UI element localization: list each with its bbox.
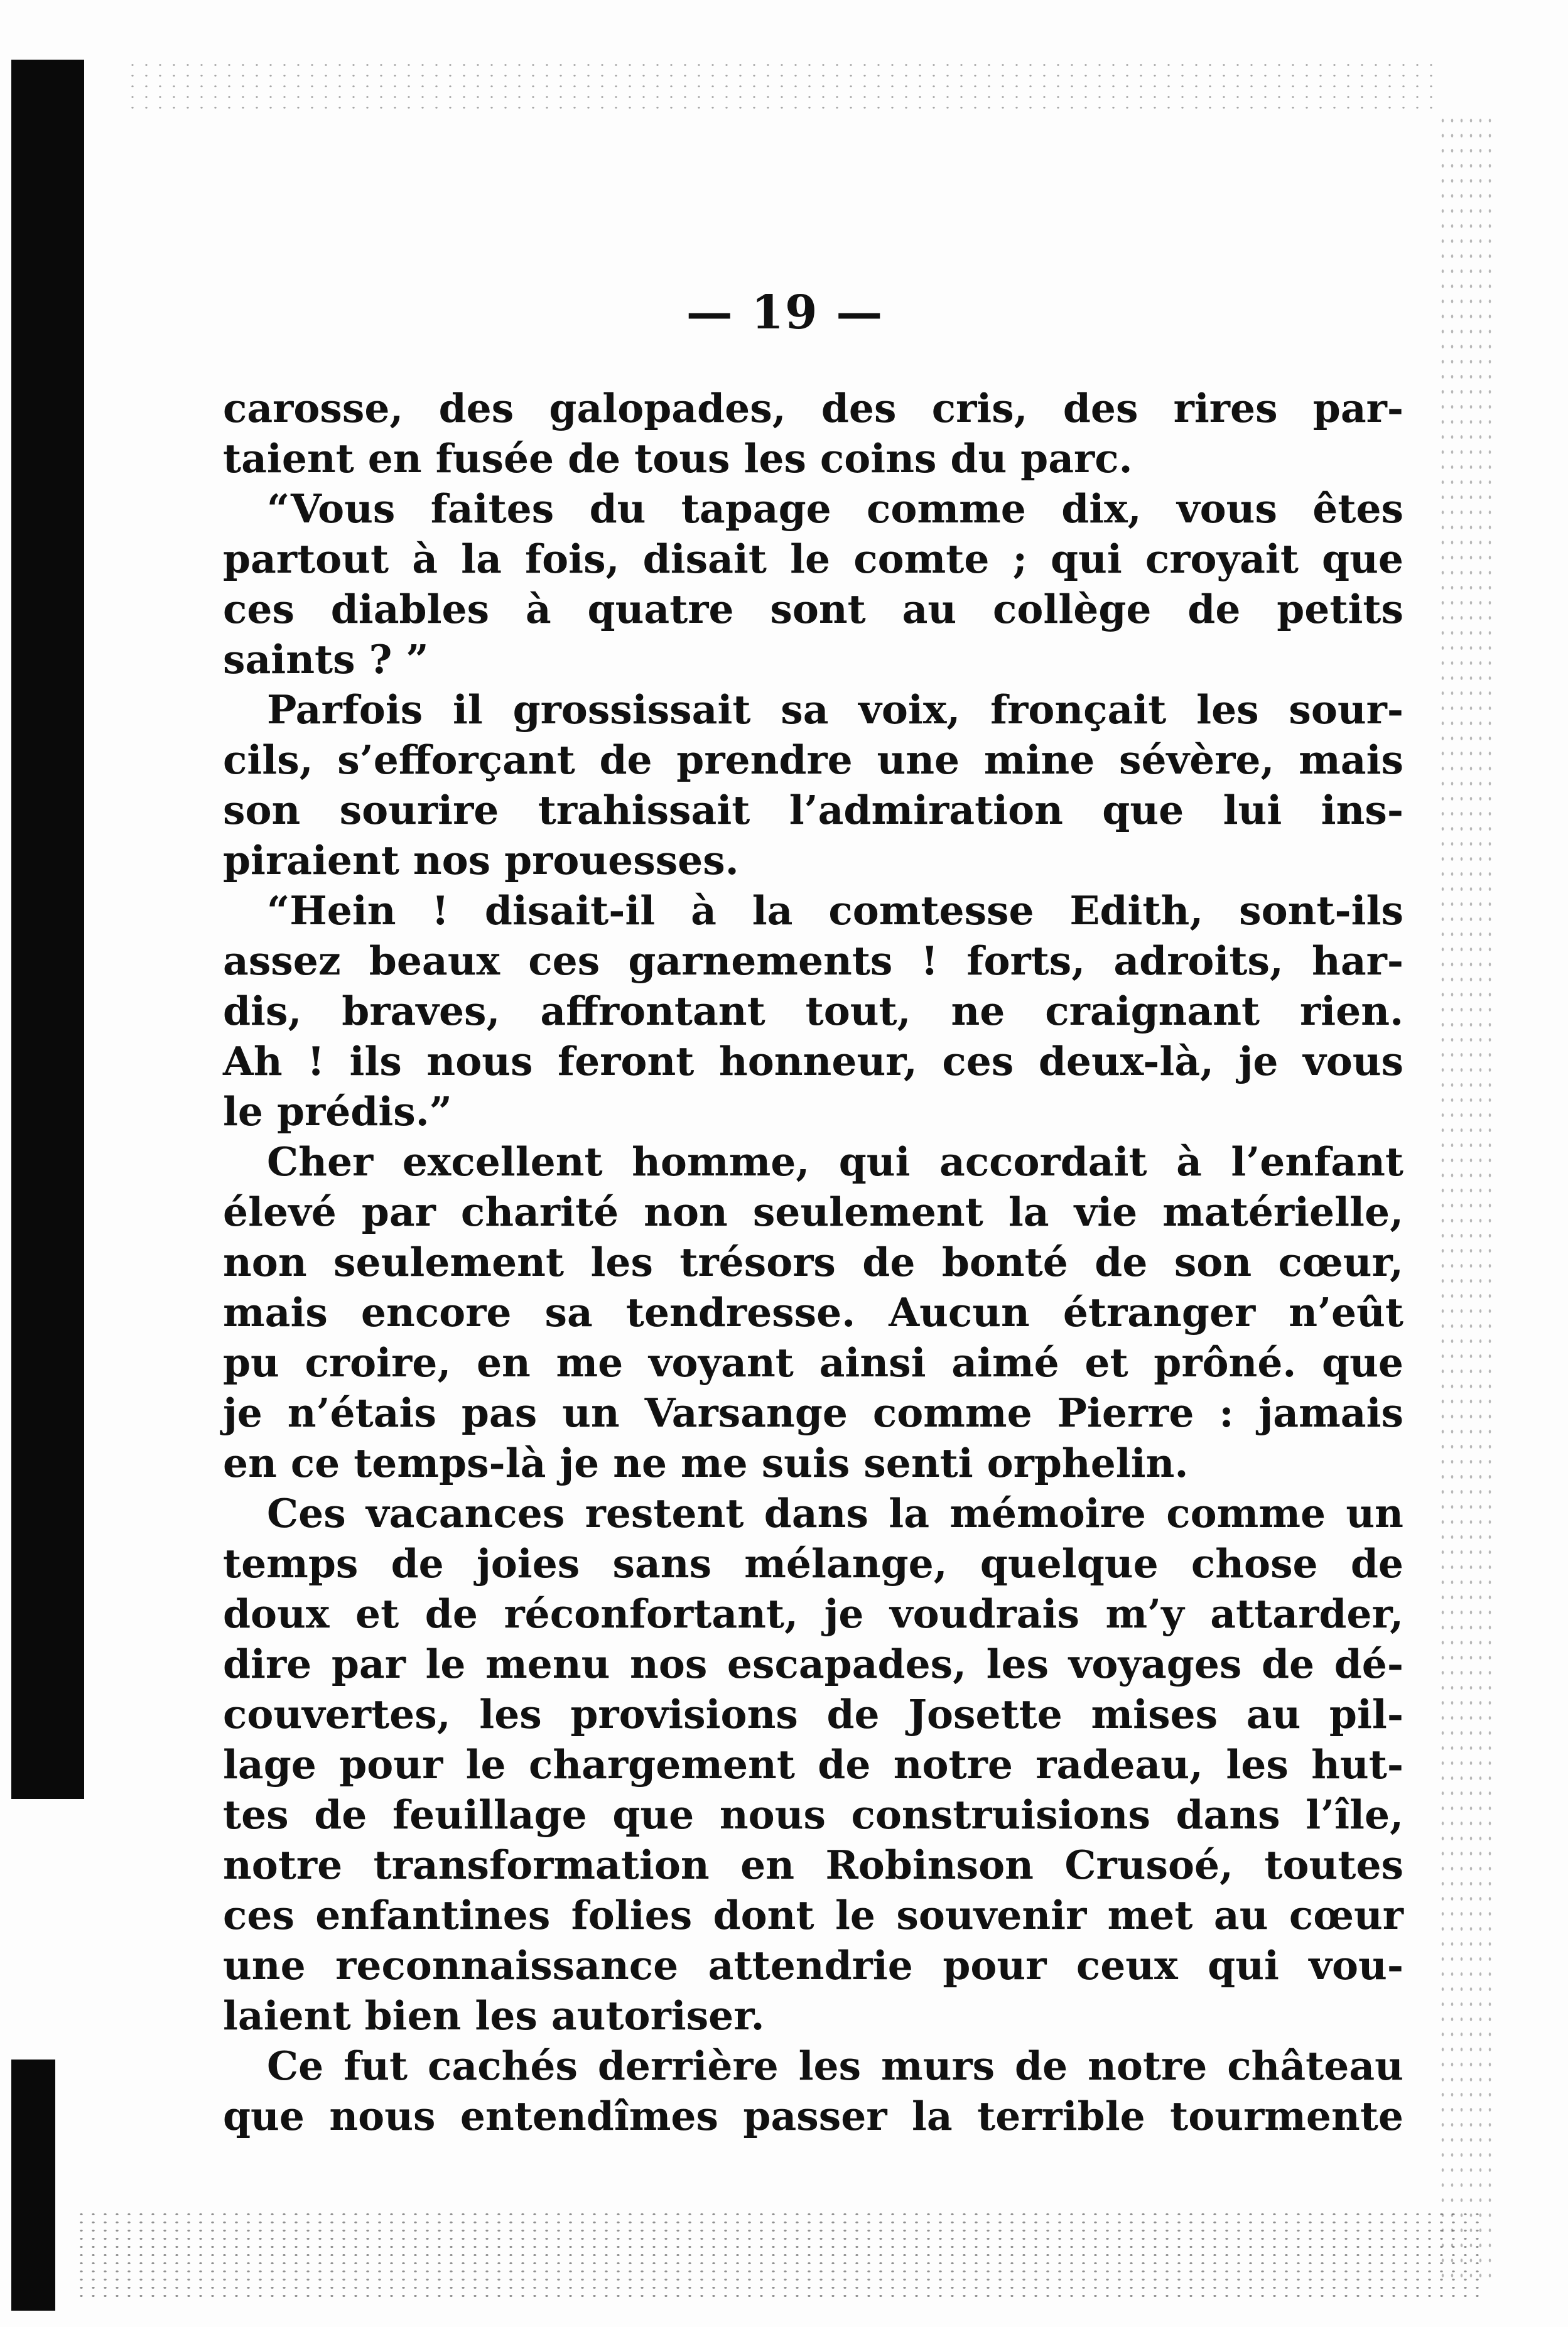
text-line: cils, s’efforçant de prendre une mine sévère, mais bbox=[223, 737, 1403, 783]
text-line: tes de feuillage que nous construisions dans l’île, bbox=[223, 1791, 1403, 1838]
text-line: carosse, des galopades, des cris, des rires par- bbox=[223, 385, 1403, 431]
text-line: ces enfantines folies dont le souvenir met au cœur bbox=[223, 1892, 1403, 1938]
text-line: élevé par charité non seulement la vie matérielle, bbox=[223, 1189, 1403, 1235]
text-line: saints ? ” bbox=[223, 636, 429, 683]
text-line: mais encore sa tendresse. Aucun étranger n’eût bbox=[223, 1289, 1403, 1336]
binding-shadow-top bbox=[11, 60, 84, 1799]
body-text bbox=[223, 383, 1403, 2141]
binding-shadow-bottom bbox=[11, 2060, 55, 2311]
text-line: “Hein ! disait-il à la comtesse Edith, sont-ils bbox=[267, 887, 1403, 934]
text-line: que nous entendîmes passer la terrible tourmente bbox=[223, 2093, 1403, 2139]
text-line: “Vous faites du tapage comme dix, vous êtes bbox=[267, 485, 1403, 532]
text-line: taient en fusée de tous les coins du parc. bbox=[223, 435, 1133, 482]
text-line: couvertes, les provisions de Josette mises au pil- bbox=[223, 1691, 1403, 1737]
text-line: laient bien les autoriser. bbox=[223, 1992, 765, 2039]
scan-noise-top bbox=[126, 60, 1438, 110]
text-line: dis, braves, affrontant tout, ne craignant rien. bbox=[223, 988, 1403, 1034]
text-line: non seulement les trésors de bonté de son cœur, bbox=[223, 1239, 1403, 1285]
text-line: assez beaux ces garnements ! forts, adroits, har- bbox=[223, 937, 1403, 984]
scan-noise-bottom bbox=[75, 2210, 1482, 2298]
text-line: son sourire trahissait l’admiration que lui ins- bbox=[223, 787, 1403, 833]
text-line: le prédis.” bbox=[223, 1088, 452, 1135]
text-line: en ce temps-là je ne me suis senti orphelin. bbox=[223, 1440, 1189, 1486]
text-line: pu croire, en me voyant ainsi aimé et prôné. que bbox=[223, 1339, 1403, 1386]
text-line: partout à la fois, disait le comte ; qui croyait que bbox=[223, 536, 1403, 582]
text-line: doux et de réconfortant, je voudrais m’y attarder, bbox=[223, 1590, 1403, 1637]
text-line: piraient nos prouesses. bbox=[223, 837, 739, 883]
text-line: Parfois il grossissait sa voix, fronçait les sour- bbox=[267, 686, 1403, 733]
text-line: ces diables à quatre sont au collège de petits bbox=[223, 586, 1403, 632]
text-line: Cher excellent homme, qui accordait à l’enfant bbox=[267, 1138, 1403, 1185]
text-line: Ce fut cachés derrière les murs de notre château bbox=[267, 2043, 1403, 2089]
text-line: une reconnaissance attendrie pour ceux qui vou- bbox=[223, 1942, 1403, 1989]
text-line: dire par le menu nos escapades, les voyages de dé- bbox=[223, 1641, 1403, 1687]
text-line: Ces vacances restent dans la mémoire comme un bbox=[267, 1490, 1403, 1536]
text-line: temps de joies sans mélange, quelque chose de bbox=[223, 1540, 1403, 1587]
text-line: Ah ! ils nous feront honneur, ces deux-là, je vous bbox=[223, 1038, 1403, 1084]
text-line: lage pour le chargement de notre radeau, les hut- bbox=[223, 1741, 1403, 1788]
scan-noise-right bbox=[1438, 113, 1495, 2279]
page-number: — 19 — bbox=[686, 286, 884, 340]
text-line: je n’étais pas un Varsange comme Pierre : jamais bbox=[223, 1390, 1403, 1436]
text-line: notre transformation en Robinson Crusoé, toutes bbox=[223, 1842, 1403, 1888]
